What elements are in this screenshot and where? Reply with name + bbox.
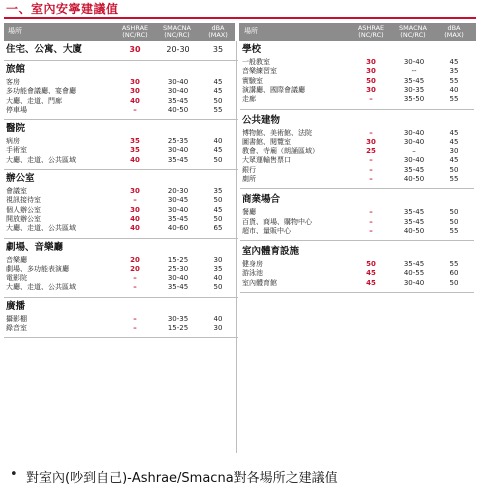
place-name: 劇場、多功能表演廳: [6, 264, 69, 273]
ashrae-value: –: [369, 95, 373, 104]
ashrae-value: 50: [366, 260, 376, 269]
section-title-row: [4, 242, 238, 254]
smacna-value: 35-45: [167, 96, 189, 105]
header-ashrae-label-right: ASHRAE: [357, 24, 385, 32]
dba-value: 35: [213, 264, 223, 273]
table-row: [4, 106, 238, 115]
table-section: [240, 115, 474, 190]
dba-value: 50: [449, 217, 459, 226]
table-row: [240, 269, 474, 278]
section-title-row: [240, 44, 474, 56]
ashrae-value: –: [133, 314, 137, 323]
smacna-value: 35-45: [167, 155, 189, 164]
ashrae-value: 35: [130, 146, 140, 155]
smacna-value: 35-45: [167, 214, 189, 223]
header-smacna-sub-right: (NC/RC): [400, 31, 426, 39]
ashrae-value: –: [133, 105, 137, 114]
dba-value: 35: [212, 45, 224, 54]
dba-value: 50: [449, 208, 459, 217]
dba-value: 50: [449, 165, 459, 174]
place-name: 健身房: [242, 260, 263, 269]
section-title: 劇場、音樂廳: [6, 241, 64, 253]
dba-value: 50: [213, 155, 223, 164]
dba-value: 45: [449, 128, 459, 137]
smacna-value: 35-50: [403, 95, 425, 104]
ashrae-value: 30: [130, 205, 140, 214]
smacna-value: 30-40: [403, 156, 425, 165]
dba-value: 45: [213, 87, 223, 96]
section-title: 商業場合: [242, 194, 281, 206]
smacna-value: 30-40: [403, 278, 425, 287]
table-row: [4, 156, 238, 165]
header-dba-sub-right: (MAX): [444, 31, 464, 39]
ashrae-value: 40: [130, 214, 140, 223]
place-name: 廁所: [242, 175, 256, 183]
table-row: [240, 129, 474, 138]
place-name: 教會、寺廟（朗誦區域）: [242, 147, 319, 156]
smacna-value: 40-50: [167, 105, 189, 114]
section-title: 公共建物: [242, 114, 281, 126]
place-name: 音樂練習室: [242, 67, 277, 76]
smacna-value: 30-40: [167, 78, 189, 86]
place-name: 餐廳: [242, 208, 256, 217]
dba-value: 65: [213, 224, 223, 233]
place-name: 大廳、走道、公共區域: [6, 155, 76, 164]
table-section: [240, 246, 474, 293]
dba-value: 55: [449, 175, 459, 183]
smacna-value: 35-45: [403, 165, 425, 174]
header-dba: [202, 25, 234, 39]
header-smacna-label: SMACNA: [163, 24, 191, 32]
table-row: [240, 58, 474, 67]
header-dba-label-right: dBA: [447, 24, 461, 32]
dba-value: 50: [449, 278, 459, 287]
dba-value: 55: [449, 260, 459, 269]
place-name: 多功能會議廳、宴會廳: [6, 87, 76, 96]
place-name: 手術室: [6, 146, 27, 155]
table-row: [4, 215, 238, 224]
dba-value: 35: [449, 67, 459, 76]
ashrae-value: 20: [130, 264, 140, 273]
table-section: [4, 123, 238, 170]
ashrae-value: –: [369, 226, 373, 235]
ashrae-value: –: [133, 274, 137, 283]
dba-value: 45: [449, 58, 459, 66]
ashrae-value: –: [133, 196, 137, 205]
dba-value: 40: [449, 85, 459, 94]
table-row: [4, 283, 238, 292]
table-row: [4, 206, 238, 215]
place-name: 個人辦公室: [6, 205, 41, 214]
section-title-row: [240, 115, 474, 127]
ashrae-value: 50: [366, 76, 376, 85]
section-title-row: [240, 246, 474, 258]
header-divider: [235, 23, 239, 41]
place-name: 錄音室: [6, 324, 27, 333]
smacna-value: 40-50: [403, 226, 425, 235]
smacna-value: 30-40: [167, 146, 189, 155]
smacna-value: 40-60: [167, 224, 189, 233]
ashrae-value: 45: [366, 269, 376, 278]
smacna-value: 35-45: [403, 208, 425, 217]
bullet-dot-icon: •: [10, 467, 18, 482]
section-title-row: [240, 194, 474, 206]
ashrae-value: –: [369, 165, 373, 174]
place-name: 超市、量販中心: [242, 226, 291, 235]
place-name: 大眾運輸售票口: [242, 156, 291, 165]
table-section: [4, 64, 238, 120]
ashrae-value: 30: [129, 45, 141, 54]
table-row: [4, 315, 238, 324]
table-row: [240, 138, 474, 147]
section-title: 辦公室: [6, 173, 35, 185]
table-header: [4, 23, 476, 41]
header-smacna-label-right: SMACNA: [399, 24, 427, 32]
place-name: 攝影棚: [6, 314, 27, 323]
place-name: 室內體育館: [242, 278, 277, 287]
section-title: 學校: [242, 44, 262, 55]
ashrae-value: –: [369, 156, 373, 165]
table-section: [4, 44, 238, 61]
smacna-value: 20-30: [167, 187, 189, 196]
ashrae-value: 45: [366, 278, 376, 287]
dba-value: 40: [213, 137, 223, 146]
ashrae-value: –: [133, 283, 137, 292]
smacna-value: 30-35: [167, 314, 189, 323]
smacna-value: 25-30: [167, 264, 189, 273]
table-row: [4, 187, 238, 196]
smacna-value: 40-50: [403, 175, 425, 183]
smacna-value: 15-25: [167, 255, 189, 264]
table-section: [4, 173, 238, 239]
dba-value: 50: [213, 196, 223, 205]
header-smacna: [156, 25, 198, 39]
smacna-value: 30-40: [403, 137, 425, 146]
smacna-value: 30-35: [403, 85, 425, 94]
section-title: 醫院: [6, 123, 26, 135]
header-ashrae-label: ASHRAE: [121, 24, 149, 32]
section-title-row: [4, 123, 238, 135]
column-divider: [236, 41, 237, 453]
smacna-value: 25-35: [167, 137, 189, 146]
table-row: [240, 77, 474, 86]
header-dba-sub: (MAX): [208, 31, 228, 39]
section-title-row: [4, 173, 238, 185]
place-name: 演講廳、國際會議廳: [242, 85, 305, 94]
place-name: 音樂廳: [6, 255, 27, 264]
place-name: 視訊接待室: [6, 196, 41, 205]
dba-value: 30: [213, 324, 223, 333]
header-ashrae-sub: (NC/RC): [122, 31, 148, 39]
table-row: [4, 78, 238, 87]
dba-value: 30: [449, 147, 459, 156]
place-name: 開放辦公室: [6, 214, 41, 223]
dba-value: 45: [449, 137, 459, 146]
section-title: 廣播: [6, 300, 26, 312]
section-title: 旅館: [6, 64, 26, 75]
table-row: [4, 224, 238, 233]
place-name: 病房: [6, 137, 20, 146]
section-title-row: [4, 64, 238, 76]
smacna-value: –: [412, 147, 416, 156]
ashrae-value: 30: [366, 85, 376, 94]
ashrae-value: 40: [130, 155, 140, 164]
header-smacna-sub: (NC/RC): [164, 31, 190, 39]
table-row: [4, 97, 238, 106]
place-name: 停車場: [6, 105, 27, 114]
table-row: [240, 156, 474, 165]
place-name: 大廳、走道、公共區域: [6, 283, 76, 292]
section-title: 室內體育設施: [242, 246, 300, 258]
table-row: [240, 67, 474, 76]
table-row: [4, 324, 238, 333]
table-row: [240, 208, 474, 217]
dba-value: 30: [213, 255, 223, 264]
smacna-value: 35-45: [403, 260, 425, 269]
table-row: [240, 227, 474, 236]
dba-value: 45: [213, 78, 223, 86]
table-row: [240, 166, 474, 175]
dba-value: 55: [449, 76, 459, 85]
place-name: 圖書館、閱覽室: [242, 137, 291, 146]
dba-value: 35: [213, 187, 223, 196]
table-row: [4, 274, 238, 283]
left-column: [4, 41, 240, 453]
table-row: [240, 218, 474, 227]
dba-value: 50: [213, 96, 223, 105]
ashrae-value: –: [369, 175, 373, 183]
smacna-value: 20-30: [166, 45, 190, 54]
ashrae-value: –: [369, 128, 373, 137]
smacna-value: 15-25: [167, 324, 189, 333]
header-smacna-right: [392, 25, 434, 39]
place-name: 實驗室: [242, 76, 263, 85]
dba-value: 45: [213, 205, 223, 214]
table-row: [4, 137, 238, 146]
dba-value: 60: [449, 269, 459, 278]
dba-value: 45: [449, 156, 459, 165]
smacna-value: 30-45: [167, 196, 189, 205]
ashrae-value: 35: [130, 137, 140, 146]
right-column: [240, 41, 476, 453]
smacna-value: 35-45: [167, 283, 189, 292]
ashrae-value: 30: [130, 78, 140, 86]
smacna-value: 35-45: [403, 76, 425, 85]
title-rule: [4, 17, 476, 19]
place-name: 大廳、走道、公共區域: [6, 224, 76, 233]
table-section: [240, 194, 474, 241]
place-name: 客房: [6, 78, 20, 86]
table-row: [240, 147, 474, 156]
table-row: [4, 196, 238, 205]
table-row: [240, 279, 474, 288]
ashrae-value: 20: [130, 255, 140, 264]
table-row: [4, 146, 238, 155]
ashrae-value: 25: [366, 147, 376, 156]
dba-value: 55: [213, 105, 223, 114]
smacna-value: 30-40: [167, 274, 189, 283]
dba-value: 40: [213, 274, 223, 283]
table-row: [240, 175, 474, 184]
table-section: [4, 301, 238, 339]
table-row: [240, 95, 474, 104]
header-place-label: 場所: [8, 27, 22, 35]
header-dba-right: [438, 25, 470, 39]
ashrae-value: 30: [366, 67, 376, 76]
table-row: [240, 86, 474, 95]
header-ashrae-sub-right: (NC/RC): [358, 31, 384, 39]
page-title: 一、室內安寧建議值: [6, 2, 119, 16]
header-ashrae: [118, 25, 152, 39]
dba-value: 45: [213, 146, 223, 155]
smacna-value: 30-40: [167, 205, 189, 214]
table-row: [4, 265, 238, 274]
section-title-row: [4, 301, 238, 313]
place-name: 銀行: [242, 165, 256, 174]
ashrae-value: –: [369, 217, 373, 226]
place-name: 游泳池: [242, 269, 263, 278]
dba-value: 55: [449, 95, 459, 104]
ashrae-value: 40: [130, 96, 140, 105]
place-name: 大廳、走道、門廊: [6, 96, 62, 105]
ashrae-value: 40: [130, 224, 140, 233]
place-name: 走廊: [242, 95, 256, 104]
table-section: [4, 242, 238, 298]
dba-value: 50: [213, 214, 223, 223]
dba-value: 40: [213, 314, 223, 323]
smacna-value: 30-40: [403, 128, 425, 137]
ashrae-value: 30: [366, 58, 376, 66]
place-name: 會議室: [6, 187, 27, 196]
ashrae-value: 30: [130, 87, 140, 96]
table-section: [240, 44, 474, 110]
smacna-value: 35-45: [403, 217, 425, 226]
bullet-text: 對室內(吵到自己)-Ashrae/Smacna對各場所之建議值: [26, 471, 338, 486]
table-row: [4, 87, 238, 96]
place-name: 一般教室: [242, 58, 270, 66]
header-place-label-right: 場所: [244, 27, 258, 35]
ashrae-value: 30: [130, 187, 140, 196]
ashrae-value: –: [133, 324, 137, 333]
smacna-value: 40-55: [403, 269, 425, 278]
smacna-value: --: [411, 67, 417, 76]
header-ashrae-right: [354, 25, 388, 39]
ashrae-value: 30: [366, 137, 376, 146]
header-dba-label: dBA: [211, 24, 225, 32]
dba-value: 55: [449, 226, 459, 235]
section-title: 住宅、公寓、大廈: [6, 44, 83, 55]
smacna-value: 30-40: [403, 58, 425, 66]
ashrae-value: –: [369, 208, 373, 217]
table-row: [240, 260, 474, 269]
dba-value: 50: [213, 283, 223, 292]
place-name: 電影院: [6, 274, 27, 283]
section-title-row: [4, 44, 238, 56]
place-name: 百貨、商場、購物中心: [242, 217, 312, 226]
place-name: 博物館、美術館、法院: [242, 128, 312, 137]
smacna-value: 30-40: [167, 87, 189, 96]
table-row: [4, 256, 238, 265]
